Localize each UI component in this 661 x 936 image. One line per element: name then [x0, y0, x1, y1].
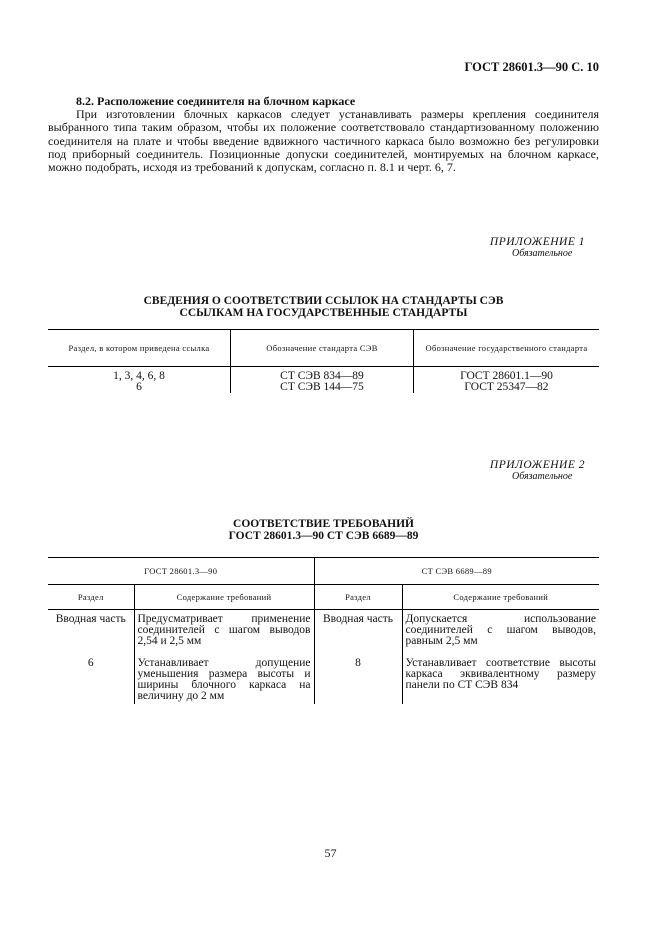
header-cell: Содержание требований: [134, 585, 314, 610]
appendix2-label: ПРИЛОЖЕНИЕ 2: [489, 459, 585, 471]
table-cell: 1, 3, 4, 6, 8 6: [48, 367, 231, 394]
appendix2-status: Обязательное: [512, 471, 573, 482]
table-group-header-row: [48, 558, 599, 585]
page-header: ГОСТ 28601.3—90 С. 10: [464, 60, 599, 74]
section-8-2: [48, 95, 599, 174]
table-subheader-row: [48, 585, 599, 610]
appendix2-title-line1: СООТВЕТСТВИЕ ТРЕБОВАНИЙ: [233, 518, 414, 530]
table-cell: Допускается использование соединителей с шагом выводов, равным 2,5 мм: [405, 613, 596, 647]
appendix1-label: ПРИЛОЖЕНИЕ 1: [489, 236, 585, 248]
table-cell: 8: [314, 648, 402, 703]
group-header-gost: ГОСТ 28601.3—90: [48, 558, 314, 585]
appendix1-table: [48, 329, 599, 393]
header-cell: Раздел: [48, 585, 134, 610]
header-cell: Обозначение стандарта СЭВ: [231, 330, 414, 367]
table-cell: Устанавливает соответствие высоты каркаса эквивалентному размеру панели по СТ СЭВ 834: [405, 657, 596, 691]
section-title: 8.2. Расположение соединителя на блочном каркасе: [76, 94, 356, 108]
table-cell: ГОСТ 28601.1—90 ГОСТ 25347—82: [460, 370, 553, 393]
table-row: [48, 610, 599, 649]
group-header-sev: СТ СЭВ 6689—89: [421, 565, 492, 576]
table-row: [48, 648, 599, 703]
appendix1-status: Обязательное: [512, 248, 573, 259]
appendix2-title-line2: ГОСТ 28601.3—90 СТ СЭВ 6689—89: [228, 529, 419, 542]
appendix1-title: [48, 296, 599, 319]
table-cell: СТ СЭВ 834—89 СТ СЭВ 144—75: [231, 367, 414, 394]
table-cell: Вводная часть: [48, 610, 134, 649]
header-cell: Раздел, в котором приведена ссылка: [48, 330, 231, 367]
appendix1-title-line1: СВЕДЕНИЯ О СООТВЕТСТВИИ ССЫЛОК НА СТАНДАРТЫ СЭВ: [143, 295, 504, 307]
appendix1-label-block: [440, 236, 585, 260]
table-cell: 6: [48, 648, 134, 703]
table-cell: Предусматривает применение соединителей с шагом выводов 2,54 и 2,5 мм: [134, 610, 314, 649]
section-paragraph: При изготовлении блочных каркасов следует устанавливать размеры крепления соединителя выбранного типа таким образом, чтобы их положение соответствовало стандартизованному положению соединителя на плате и чтобы введение вдвижного частичного каркаса было возможно без регулировки под приборный соединитель. Позиционные допуски соединителей, монтируемых на блочном каркасе, можно подобрать, исходя из требований к допускам, согласно п. 8.1 и черт. 6, 7.: [48, 107, 599, 175]
appendix1-title-line2: ССЫЛКАМ НА ГОСУДАРСТВЕННЫЕ СТАНДАРТЫ: [179, 306, 468, 319]
header-cell: Раздел: [314, 585, 402, 610]
table-row: [48, 367, 599, 394]
appendix2-table: [48, 557, 599, 704]
header-cell: Содержание требований: [402, 585, 599, 610]
table-cell: Вводная часть: [314, 610, 402, 649]
appendix2-label-block: [440, 459, 585, 483]
header-cell: Обозначение государственного стандарта: [425, 342, 588, 353]
appendix2-title: [48, 519, 599, 542]
page-number: 57: [324, 846, 337, 860]
table-cell: Устанавливает допущение уменьшения размера высоты и ширины блочного каркаса на величину до 2 мм: [134, 648, 314, 703]
table-header-row: [48, 330, 599, 367]
